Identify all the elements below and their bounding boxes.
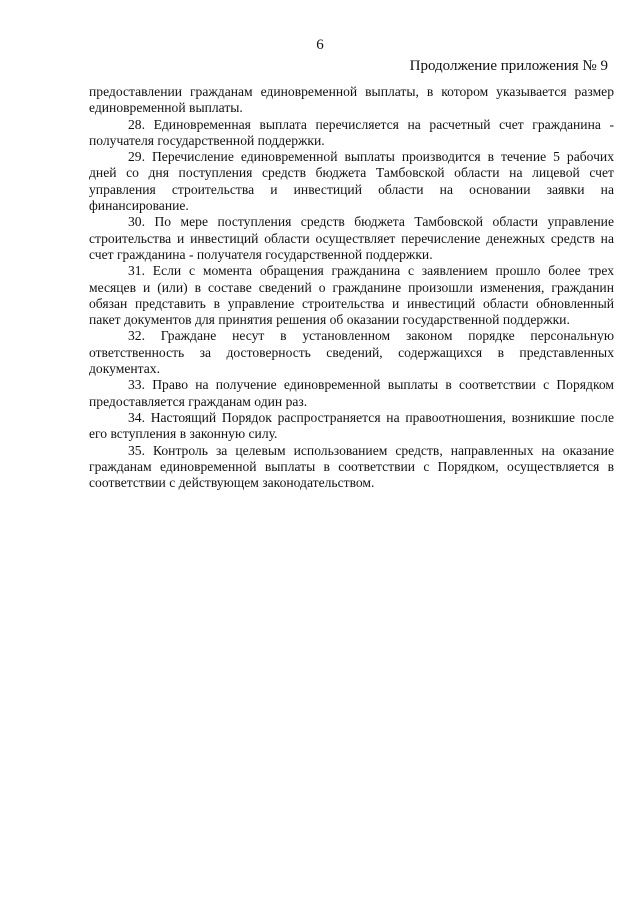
paragraph-34: 34. Настоящий Порядок распространяется на правоотношения, возникшие после его вступления в законную силу. bbox=[89, 409, 614, 442]
paragraph-32: 32. Граждане несут в установленном законом порядке персональную ответственность за достоверность сведений, содержащихся в представленных документах. bbox=[89, 328, 614, 377]
paragraph-30: 30. По мере поступления средств бюджета Тамбовской области управление строительства и инвестиций области осуществляет перечисление денежных средств на счет гражданина - получателя государственной поддержки. bbox=[89, 214, 614, 262]
paragraph-continued: предоставлении гражданам единовременной выплаты, в котором указывается размер единовременной выплаты. bbox=[89, 84, 614, 116]
paragraph-35: 35. Контроль за целевым использованием средств, направленных на оказание гражданам единовременной выплаты в соответствии с Порядком, осуществляется в соответствии с действующем законодательством. bbox=[89, 442, 614, 491]
page-number: 6 bbox=[316, 37, 324, 53]
paragraph-33: 33. Право на получение единовременной выплаты в соответствии с Порядком предоставляется гражданам один раз. bbox=[89, 377, 614, 409]
paragraph-29: 29. Перечисление единовременной выплаты производится в течение 5 рабочих дней со дня поступления средств бюджета Тамбовской области на лицевой счет управления строительства и инвестиций области на основании заявки на финансирование. bbox=[89, 149, 614, 214]
document-body bbox=[89, 84, 614, 491]
paragraph-31: 31. Если с момента обращения гражданина с заявлением прошло более трех месяцев и (или) в составе сведений о гражданине произошли изменения, гражданин обязан представить в управление строительства и инвестиций области обновленный пакет документов для принятия решения об оказании государственной поддержки. bbox=[89, 263, 614, 328]
paragraph-28: 28. Единовременная выплата перечисляется на расчетный счет гражданина - получателя государственной поддержки. bbox=[89, 116, 614, 148]
appendix-continuation-label: Продолжение приложения № 9 bbox=[409, 58, 608, 74]
